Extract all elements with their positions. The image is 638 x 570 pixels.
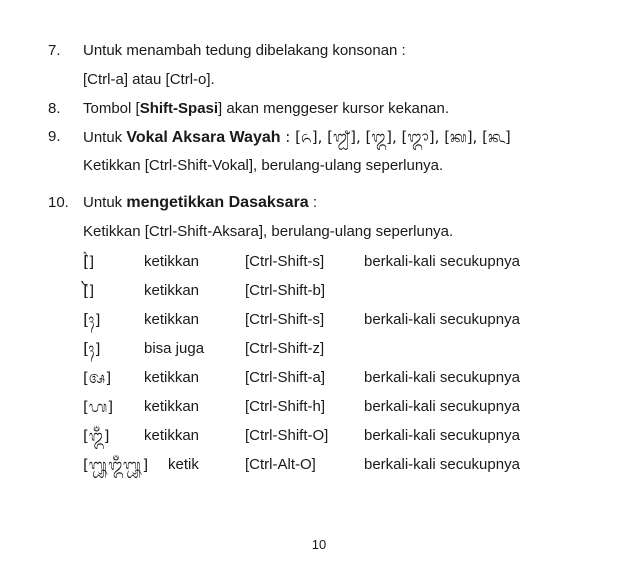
repeat-note: berkali-kali secukupnya	[364, 427, 520, 444]
repeat-note: berkali-kali secukupnya	[364, 369, 520, 386]
text-segment: ] akan menggeser kursor kekanan.	[218, 100, 450, 117]
action-verb: ketikkan	[144, 398, 200, 415]
aksara-glyph: [ᬅ]	[83, 369, 112, 387]
action-verb: ketikkan	[144, 282, 200, 299]
item-number: 7.	[48, 42, 61, 59]
bold-term: mengetikkan Dasaksara	[126, 194, 309, 211]
action-verb: ketikkan	[144, 427, 200, 444]
action-verb: ketikkan	[144, 311, 200, 328]
aksara-glyph: [ᬄ]	[83, 340, 101, 358]
action-verb: ketikkan	[144, 369, 200, 386]
action-verb: ketikkan	[144, 253, 200, 270]
item-text	[83, 127, 511, 148]
bold-term: Shift-Spasi	[139, 100, 219, 117]
page-number: 10	[311, 537, 327, 552]
text-segment: Tombol [	[83, 100, 140, 117]
aksara-glyph: [᭛ᬑᬁ᭛]	[83, 456, 149, 474]
key-combo: [Ctrl-Alt-O]	[245, 456, 316, 473]
item-text	[83, 99, 449, 119]
item-text: Ketikkan [Ctrl-Shift-Aksara], berulang-ulang seperlunya.	[83, 223, 454, 240]
action-verb: ketik	[168, 456, 199, 473]
item-number: 8.	[48, 100, 61, 117]
repeat-note: berkali-kali secukupnya	[364, 398, 520, 415]
key-combo: [Ctrl-Shift-s]	[245, 311, 325, 328]
item-text: Ketikkan [Ctrl-Shift-Vokal], berulang-ulang seperlunya.	[83, 157, 444, 174]
key-combo: [Ctrl-Shift-b]	[245, 282, 326, 299]
key-combo: [Ctrl-Shift-a]	[245, 369, 326, 386]
repeat-note: berkali-kali secukupnya	[364, 311, 520, 328]
aksara-glyph: [ᬑᬁ]	[83, 427, 110, 445]
text-segment: Untuk	[83, 129, 127, 146]
key-combo: [Ctrl-Shift-h]	[245, 398, 326, 415]
item-text: [Ctrl-a] atau [Ctrl-o].	[83, 71, 215, 88]
aksara-glyph: [ᬄ]	[83, 311, 101, 329]
bold-term: Vokal Aksara Wayah	[126, 129, 281, 146]
aksara-glyph: [ᬂ]	[83, 253, 95, 271]
text-segment: : [ᬏ], [ᬐ], [ᬑ], [ᬒ], [ᬓ], [ᬔ]	[280, 128, 511, 146]
item-text: Untuk menambah tedung dibelakang konsonan :	[83, 42, 406, 59]
key-combo: [Ctrl-Shift-s]	[245, 253, 325, 270]
text-segment: :	[308, 194, 318, 211]
key-combo: [Ctrl-Shift-z]	[245, 340, 325, 357]
item-number: 9.	[48, 128, 61, 145]
item-number: 10.	[48, 194, 69, 211]
aksara-glyph: [ᬳ]	[83, 398, 114, 416]
aksara-glyph: [ᬃ]	[83, 282, 95, 300]
text-segment: Untuk	[83, 194, 127, 211]
repeat-note: berkali-kali secukupnya	[364, 253, 520, 270]
action-verb: bisa juga	[144, 340, 205, 357]
item-text	[83, 193, 317, 213]
repeat-note: berkali-kali secukupnya	[364, 456, 520, 473]
key-combo: [Ctrl-Shift-O]	[245, 427, 329, 444]
